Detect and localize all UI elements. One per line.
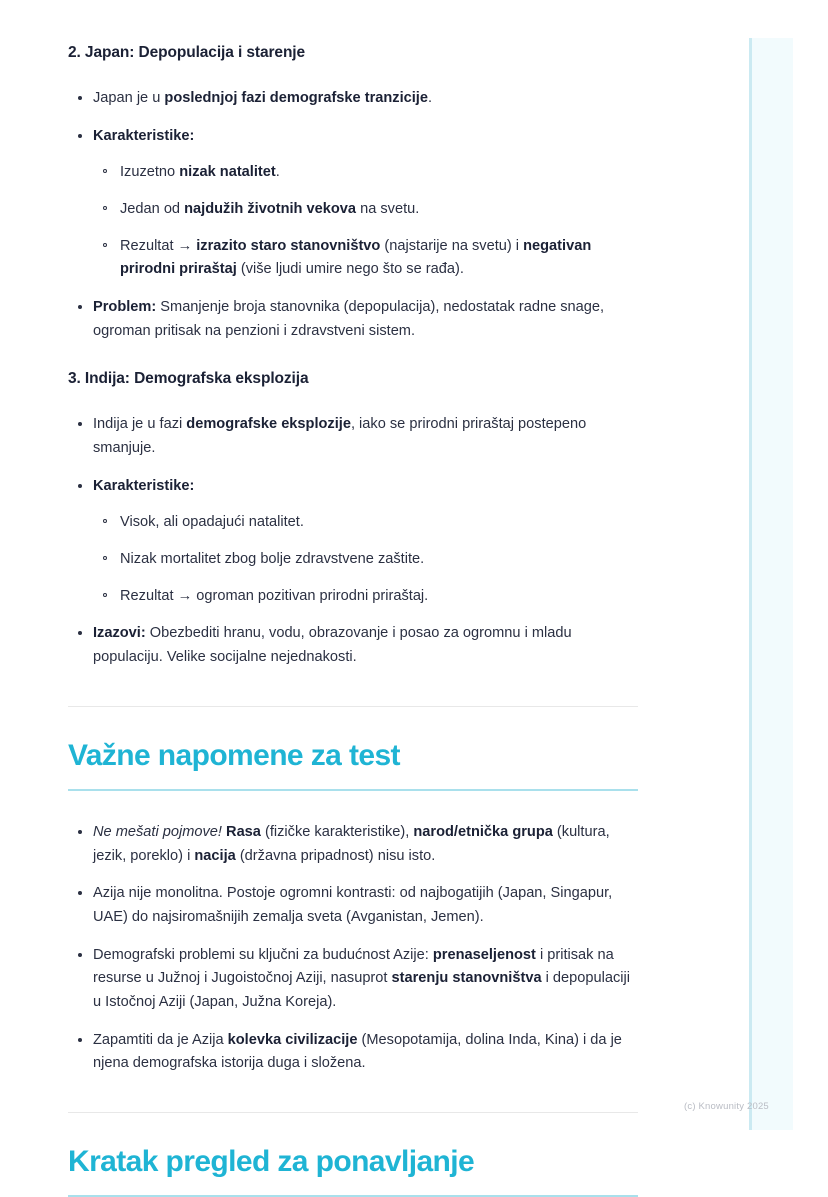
list-item [68, 413, 638, 460]
bullet-list-napomene [68, 821, 638, 1076]
list-item [68, 125, 638, 282]
section-heading-japan: 2. Japan: Depopulacija i starenje [68, 44, 306, 61]
rich-text: Jedan od najdužih životnih vekova na svetu. [120, 201, 420, 218]
rich-text: Karakteristike: [93, 127, 195, 144]
rich-text: Demografski problemi su ključni za budućnost Azije: prenaseljenost i pritisak na resurse u Južnoj i Jugoistočnoj Aziji, nasuprot starenju stanovništva i depopulaciji u Istočnoj Aziji (Japan, Južna Koreja). [93, 946, 631, 1010]
rich-text: Ne mešati pojmove! Rasa (fizičke karakteristike), narod/etnička grupa (kultura, jezik, poreklo) i nacija (državna pripadnost) nisu isto. [93, 824, 610, 864]
bullet-list-japan [68, 87, 638, 343]
list-item [93, 585, 638, 609]
list-item [68, 944, 638, 1015]
list-item [93, 235, 638, 282]
list-item [68, 882, 638, 929]
rich-text: Indija je u fazi demografske eksplozije, iako se prirodni priraštaj postepeno smanjuje. [93, 416, 587, 457]
section-heading-indija: 3. Indija: Demografska eksplozija [68, 370, 309, 388]
rich-text: Japan je u poslednjoj fazi demografske tranzicije. [93, 90, 433, 107]
list-item [93, 511, 638, 535]
list-item [68, 622, 638, 669]
list-item [68, 821, 638, 868]
rich-text: Visok, ali opadajući natalitet. [120, 514, 304, 531]
document-body [68, 0, 638, 1197]
rich-text: Nizak mortalitet zbog bolje zdravstvene zaštite. [120, 550, 425, 567]
list-item [68, 1029, 638, 1076]
rich-text: Izuzetno nizak natalitet. [120, 164, 280, 181]
bullet-list-indija [68, 413, 638, 669]
list-item [68, 296, 638, 343]
watermark-copyright: (c) Knowunity 2025 [684, 1101, 769, 1112]
rich-text: Karakteristike: [93, 477, 195, 494]
rich-text: Rezultat → ogroman pozitivan prirodni priraštaj. [120, 587, 429, 604]
list-item [93, 548, 638, 572]
rich-text: Problem: Smanjenje broja stanovnika (depopulacija), nedostatak radne snage, ogroman pritisak na penzioni i zdravstveni sistem. [93, 298, 605, 339]
rich-text: Rezultat → izrazito staro stanovništvo (najstarije na svetu) i negativan prirodni priraštaj (više ljudi umire nego što se rađa). [120, 237, 592, 278]
sub-bullet-list-indija [93, 511, 638, 608]
list-item [93, 161, 638, 185]
rich-text: Izazovi: Obezbediti hranu, vodu, obrazovanje i posao za ogromnu i mladu populaciju. Velike socijalne nejednakosti. [93, 625, 572, 665]
rich-text: Azija nije monolitna. Postoje ogromni kontrasti: od najbogatijih (Japan, Singapur, UAE) do najsiromašnijih zemalja sveta (Avganistan, Jemen). [93, 885, 613, 925]
list-item [68, 87, 638, 111]
decorative-side-strip [749, 38, 793, 1130]
rich-text: Zapamtiti da je Azija kolevka civilizacije (Mesopotamija, dolina Inda, Kina) i da je njena demografska istorija duga i složena. [93, 1031, 622, 1072]
list-item [93, 198, 638, 222]
heading-vazne-napomene: Važne napomene za test [68, 738, 400, 772]
heading-kratak-pregled: Kratak pregled za ponavljanje [68, 1144, 475, 1178]
list-item [68, 475, 638, 609]
sub-bullet-list-japan [93, 161, 638, 282]
